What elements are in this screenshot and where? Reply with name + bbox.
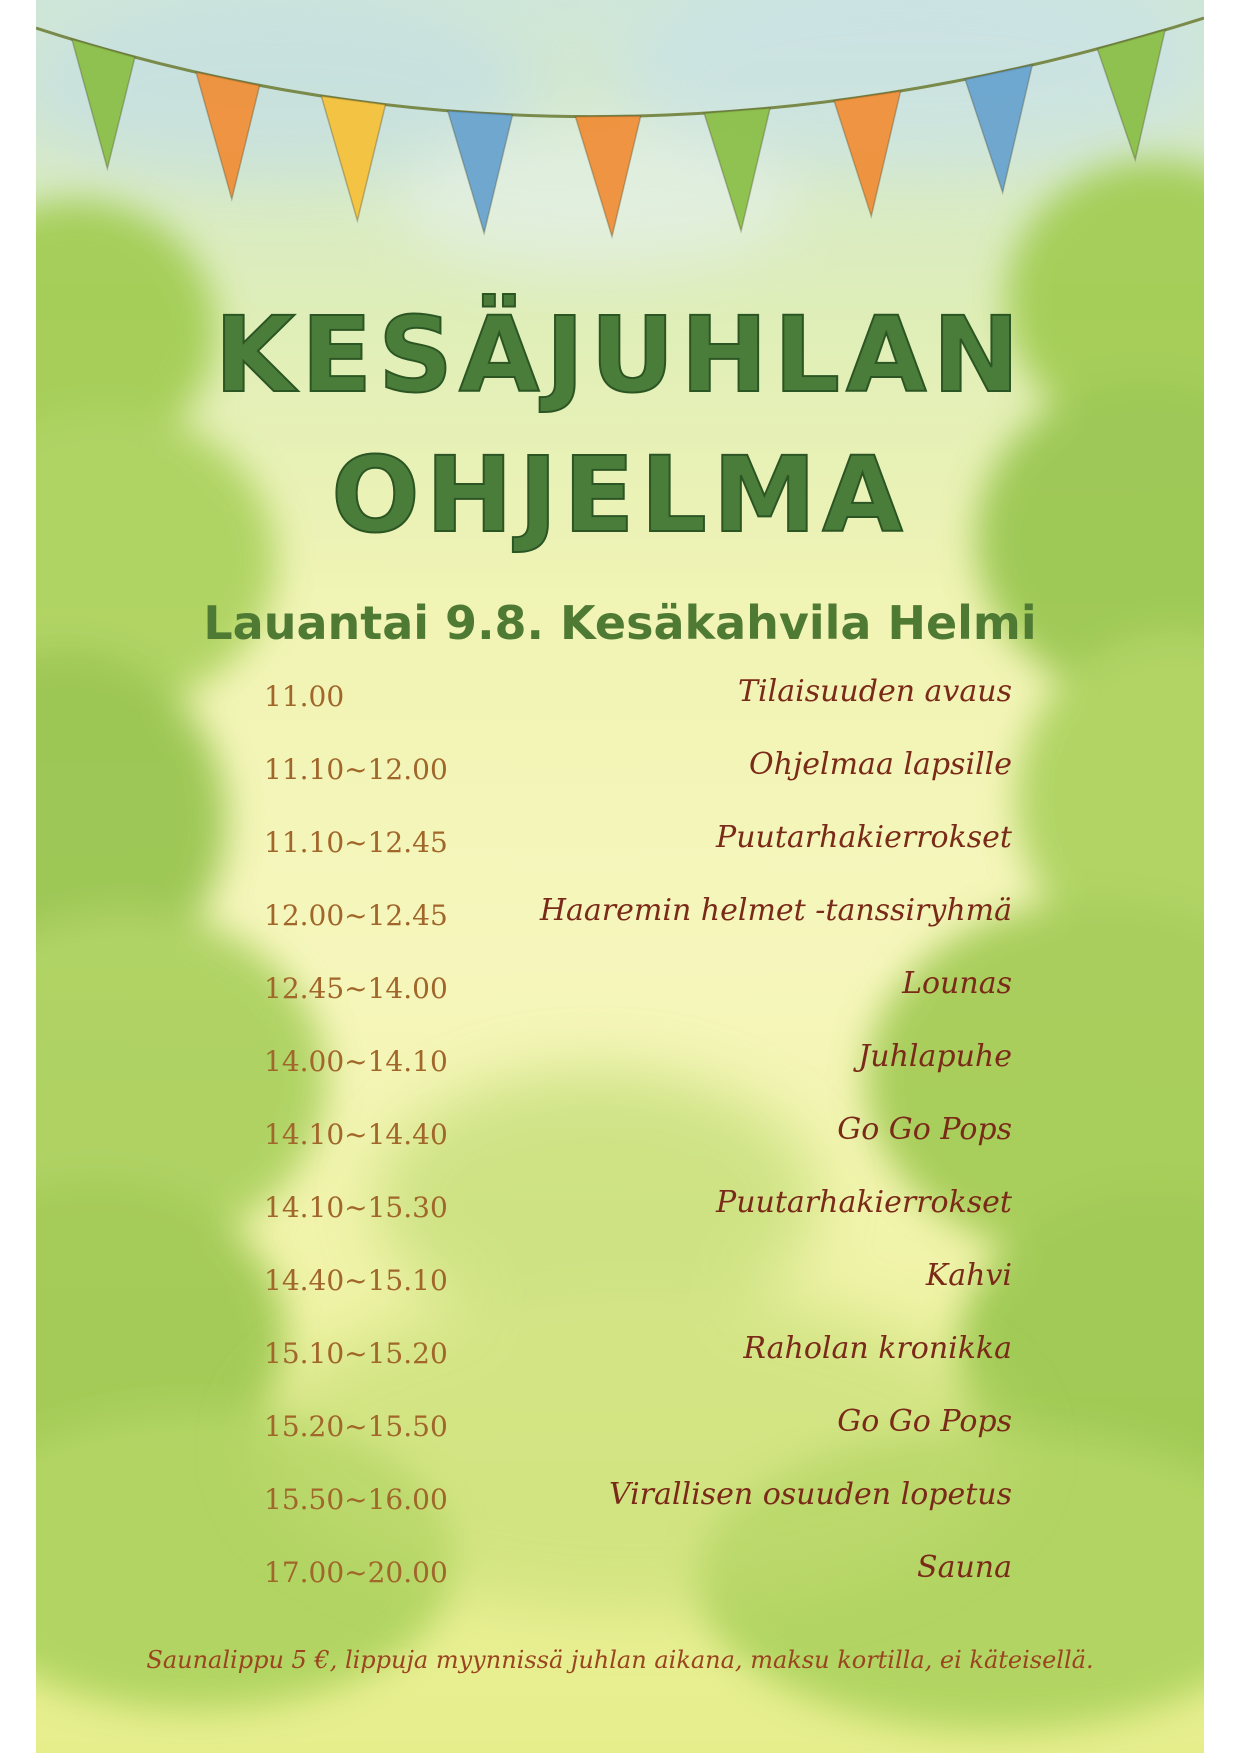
schedule-event: Virallisen osuuden lopetus [608,1477,1012,1512]
schedule-time: 14.10~14.40 [264,1118,448,1151]
schedule-event: Sauna [917,1550,1012,1585]
schedule-row [264,1037,1012,1110]
schedule-event: Puutarhakierrokset [716,820,1012,855]
schedule-event: Lounas [902,966,1012,1001]
schedule-time: 14.10~15.30 [264,1191,448,1224]
schedule-time: 11.00 [264,680,345,713]
schedule-row [264,964,1012,1037]
schedule-time: 15.50~16.00 [264,1483,448,1516]
schedule-time: 14.40~15.10 [264,1264,448,1297]
schedule-event: Kahvi [925,1258,1012,1293]
schedule-event: Go Go Pops [837,1112,1012,1147]
schedule-time: 14.00~14.10 [264,1045,448,1078]
schedule-row [264,1256,1012,1329]
program-schedule [264,672,1012,1621]
schedule-event: Go Go Pops [837,1404,1012,1439]
schedule-time: 12.45~14.00 [264,972,448,1005]
schedule-row [264,1183,1012,1256]
poster-title-line1: KESÄJUHLAN [214,294,1026,416]
schedule-row [264,1402,1012,1475]
schedule-row [264,1548,1012,1621]
schedule-time: 11.10~12.00 [264,753,448,786]
poster [36,0,1204,1753]
event-date-location: Lauantai 9.8. Kesäkahvila Helmi [203,596,1037,650]
schedule-row [264,1475,1012,1548]
poster-title-line2: OHJELMA [331,434,909,556]
schedule-time: 15.10~15.20 [264,1337,448,1370]
schedule-event: Tilaisuuden avaus [738,674,1012,709]
schedule-event: Puutarhakierrokset [716,1185,1012,1220]
schedule-time: 15.20~15.50 [264,1410,448,1443]
schedule-time: 11.10~12.45 [264,826,448,859]
schedule-event: Haaremin helmet -tanssiryhmä [539,893,1012,928]
schedule-row [264,1329,1012,1402]
schedule-event: Ohjelmaa lapsille [749,747,1012,782]
schedule-row [264,1110,1012,1183]
schedule-row [264,818,1012,891]
schedule-row [264,891,1012,964]
schedule-row [264,672,1012,745]
schedule-event: Juhlapuhe [858,1039,1012,1074]
schedule-row [264,745,1012,818]
schedule-time: 17.00~20.00 [264,1556,448,1589]
schedule-time: 12.00~12.45 [264,899,448,932]
sauna-ticket-note: Saunalippu 5 €, lippuja myynnissä juhlan aikana, maksu kortilla, ei käteisellä. [146,1646,1094,1674]
schedule-event: Raholan kronikka [743,1331,1012,1366]
